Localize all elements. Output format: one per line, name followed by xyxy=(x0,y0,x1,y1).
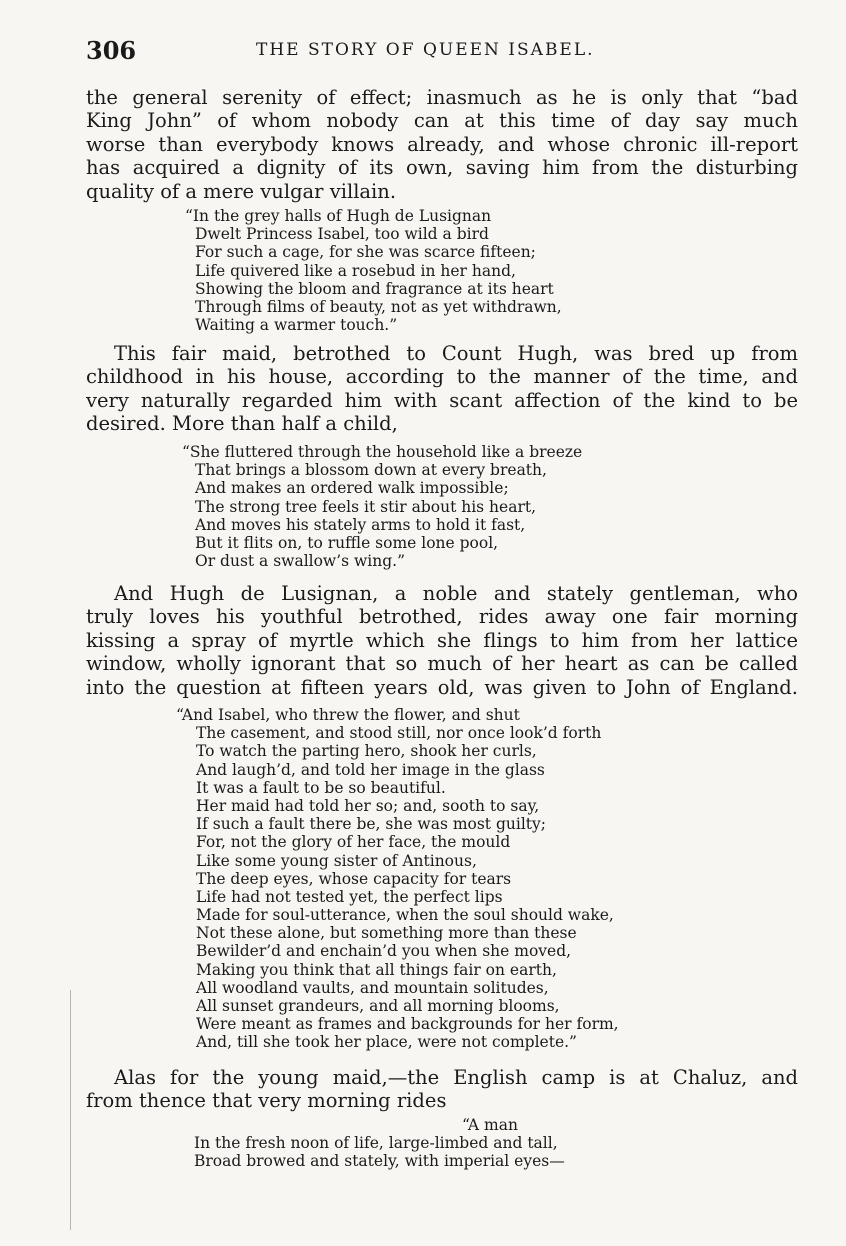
verse-line: “A man xyxy=(462,1116,518,1134)
verse-line: Waiting a warmer touch.” xyxy=(195,316,398,335)
verse-line: Dwelt Princess Isabel, too wild a bird xyxy=(195,225,489,244)
paragraph-2 xyxy=(86,342,798,436)
verse-line: The casement, and stood still, nor once look’d forth xyxy=(196,724,602,743)
verse-line: Through films of beauty, not as yet withdrawn, xyxy=(195,297,562,316)
verse-line: “And Isabel, who threw the flower, and shut xyxy=(176,706,520,724)
verse-quote-4 xyxy=(194,1116,565,1171)
verse-line: And laugh’d, and told her image in the glass xyxy=(196,760,545,779)
text-line: kissing a spray of myrtle which she flings to him from her lattice xyxy=(86,628,798,652)
page-number: 306 xyxy=(86,36,137,65)
running-title: THE STORY OF QUEEN ISABEL. xyxy=(256,40,595,60)
text-line: King John” of whom nobody can at this time of day say much xyxy=(86,109,798,133)
paragraph-4 xyxy=(86,1066,798,1113)
text-line: Alas for the young maid,—the English camp is at Chaluz, and xyxy=(114,1066,798,1089)
verse-line: The deep eyes, whose capacity for tears xyxy=(196,869,512,888)
text-line: from thence that very morning rides xyxy=(86,1089,447,1113)
verse-line: That brings a blossom down at every breath, xyxy=(195,461,547,480)
scan-margin-line xyxy=(70,990,71,1230)
verse-line: Showing the bloom and fragrance at its heart xyxy=(195,279,554,298)
verse-line: Life had not tested yet, the perfect lips xyxy=(196,887,503,906)
verse-line: In the fresh noon of life, large-limbed and tall, xyxy=(194,1134,558,1153)
verse-line: But it flits on, to ruffle some lone pool, xyxy=(195,533,499,552)
text-line: window, wholly ignorant that so much of her heart as can be called xyxy=(86,652,798,676)
verse-line: If such a fault there be, she was most guilty; xyxy=(196,815,546,834)
text-line: quality of a mere vulgar villain. xyxy=(86,179,397,203)
paragraph-3 xyxy=(86,582,798,699)
verse-line: It was a fault to be so beautiful. xyxy=(196,778,446,797)
text-line: has acquired a dignity of its own, saving him from the disturbing xyxy=(86,156,798,180)
verse-line: Were meant as frames and backgrounds for her form, xyxy=(196,1015,619,1034)
text-line: into the question at fifteen years old, was given to John of England. xyxy=(86,675,798,699)
verse-line: And makes an ordered walk impossible; xyxy=(195,479,509,498)
verse-line: Broad browed and stately, with imperial eyes— xyxy=(194,1152,565,1171)
verse-line: Her maid had told her so; and, sooth to say, xyxy=(196,796,540,815)
verse-line: Or dust a swallow’s wing.” xyxy=(195,552,405,571)
verse-line: To watch the parting hero, shook her curls, xyxy=(196,742,537,761)
verse-line: “In the grey halls of Hugh de Lusignan xyxy=(185,207,492,225)
verse-quote-3 xyxy=(176,706,619,1052)
text-line: very naturally regarded him with scant affection of the kind to be xyxy=(86,388,798,412)
verse-line: And, till she took her place, were not complete.” xyxy=(196,1033,577,1052)
text-line: desired. More than half a child, xyxy=(86,412,398,436)
text-line: truly loves his youthful betrothed, rides away one fair morning xyxy=(86,605,798,629)
verse-line: “She fluttered through the household like a breeze xyxy=(182,443,583,461)
verse-line: And moves his stately arms to hold it fast, xyxy=(195,515,526,534)
verse-line: For such a cage, for she was scarce fifteen; xyxy=(195,243,536,262)
verse-quote-2 xyxy=(182,443,582,570)
verse-quote-1 xyxy=(185,207,562,334)
verse-line: Like some young sister of Antinous, xyxy=(196,851,477,870)
page-header xyxy=(86,36,806,66)
text-line: And Hugh de Lusignan, a noble and stately gentleman, who xyxy=(114,582,798,605)
verse-line: Not these alone, but something more than these xyxy=(196,924,577,943)
verse-line: The strong tree feels it stir about his heart, xyxy=(195,497,537,516)
verse-line: All woodland vaults, and mountain solitudes, xyxy=(196,978,549,997)
text-line: This fair maid, betrothed to Count Hugh, was bred up from xyxy=(114,342,798,365)
verse-line: Made for soul-utterance, when the soul should wake, xyxy=(196,906,614,925)
verse-line: Bewilder’d and enchain’d you when she moved, xyxy=(196,942,572,961)
text-line: the general serenity of effect; inasmuch as he is only that “bad xyxy=(86,86,798,109)
verse-line: Life quivered like a rosebud in her hand, xyxy=(195,261,516,280)
verse-line: For, not the glory of her face, the mould xyxy=(196,833,511,852)
verse-line: All sunset grandeurs, and all morning blooms, xyxy=(196,997,560,1015)
text-line: childhood in his house, according to the manner of the time, and xyxy=(86,365,798,389)
verse-line: Making you think that all things fair on earth, xyxy=(196,960,557,979)
paragraph-1 xyxy=(86,86,798,203)
text-line: worse than everybody knows already, and whose chronic ill-report xyxy=(86,132,798,156)
